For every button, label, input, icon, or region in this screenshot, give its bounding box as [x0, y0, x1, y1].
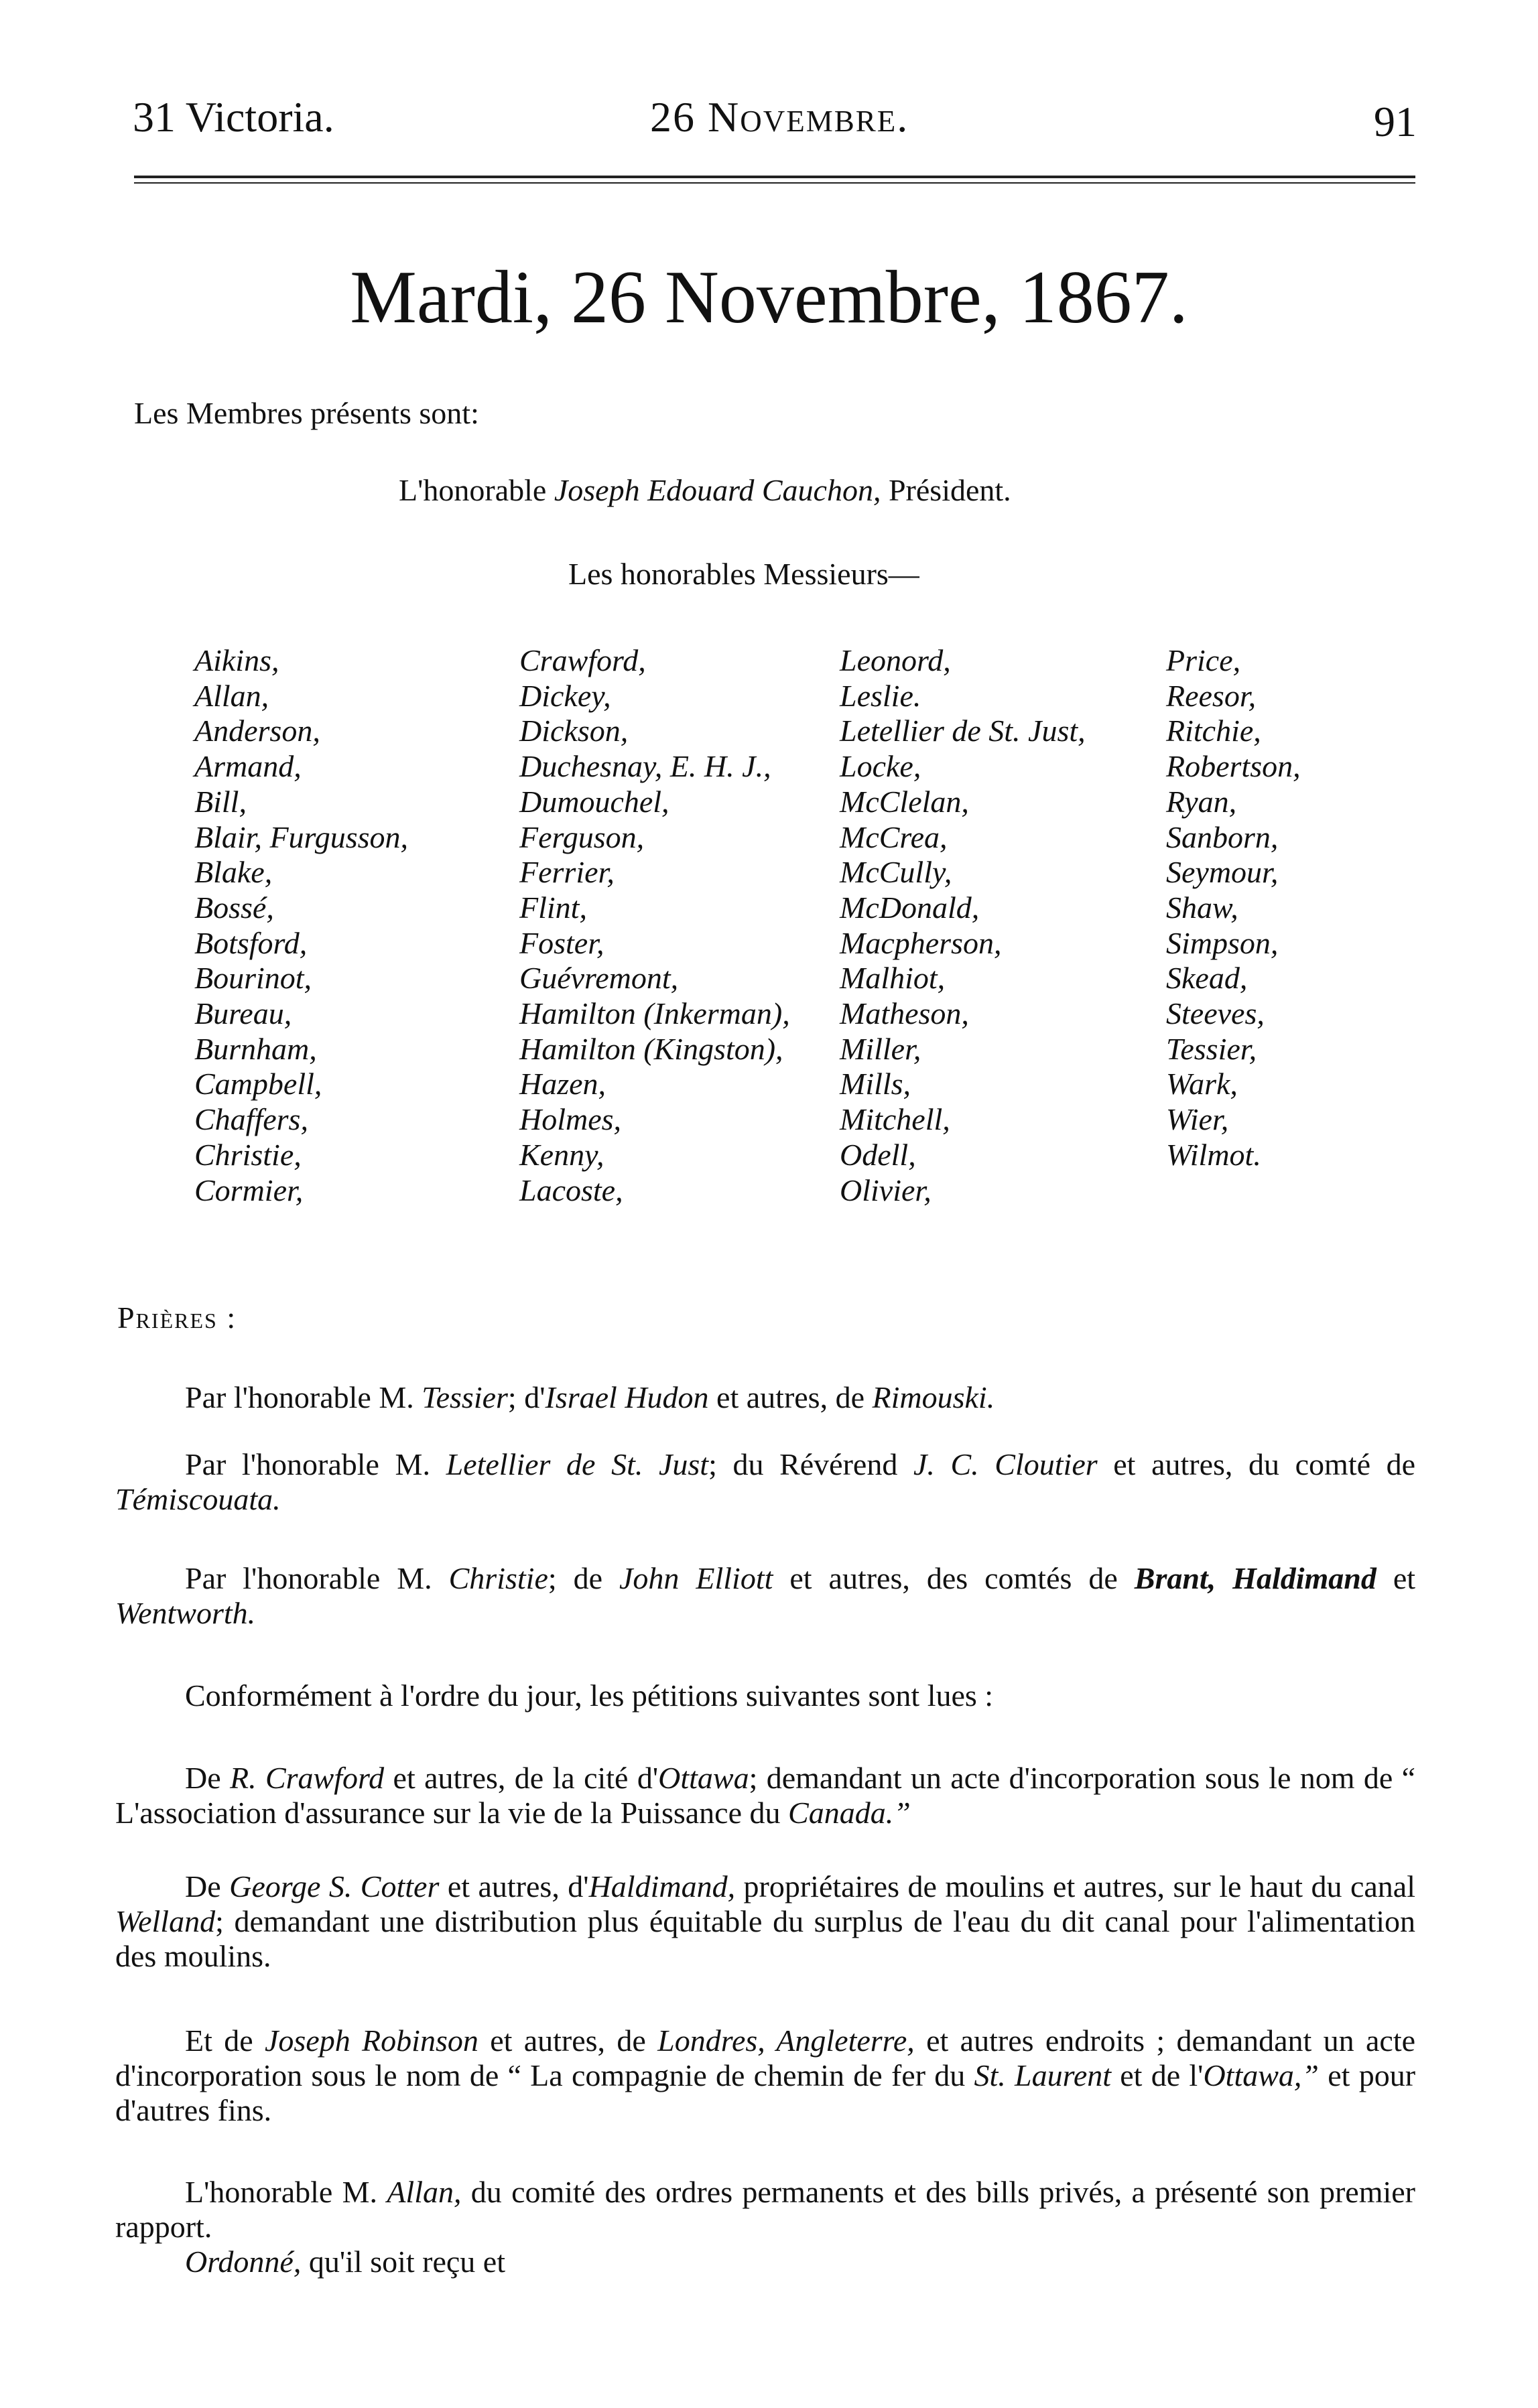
place-name: Canada.” — [788, 1796, 911, 1830]
members-column-1 — [194, 643, 408, 1208]
text-run: et de l' — [1120, 2058, 1204, 2092]
reading-notice: Conformément à l'ordre du jour, les pétitions suivantes sont lues : — [185, 1678, 994, 1713]
member-name: McClelan, — [840, 784, 969, 819]
member-name: Campbell, — [194, 1067, 322, 1101]
member-name: Bossé, — [194, 890, 274, 925]
member-name: Armand, — [194, 749, 302, 784]
petitioner-name: Israel Hudon — [545, 1380, 709, 1414]
place-name: Londres, Angleterre, — [657, 2023, 915, 2058]
member-name: Aikins, — [194, 643, 279, 677]
member-name: Odell, — [840, 1137, 916, 1172]
member-name: Macpherson, — [840, 925, 1002, 960]
member-name: Cormier, — [194, 1173, 304, 1207]
member-name: Ferguson, — [519, 819, 645, 854]
member-name: Malhiot, — [840, 961, 946, 996]
member-name: Duchesnay, E. H. J., — [519, 749, 771, 784]
speaker-name: Joseph Edouard Cauchon, — [554, 473, 881, 507]
member-name: Seymour, — [1166, 855, 1279, 890]
member-name: Bill, — [194, 784, 247, 819]
text-run: Et de — [185, 2023, 253, 2058]
text-run: ; demandant un acte d'incorporation sous le nom de “ L'association d'assurance sur la vie de la Puissance du — [115, 1761, 1416, 1830]
member-name: Robertson, — [1166, 749, 1301, 784]
text-run: et autres, d' — [447, 1869, 589, 1903]
text-run: ; demandant une distribution plus équitable du surplus de l'eau du dit canal pour l'alimentation des moulins. — [115, 1904, 1415, 1973]
text-run: et autres, des comtés de — [789, 1561, 1118, 1595]
text-run: et pour d'autres fins. — [115, 2058, 1416, 2127]
member-name: Simpson, — [1166, 925, 1279, 960]
text-run: Par l'honorable M. — [185, 1561, 432, 1595]
member-name: Leslie. — [840, 678, 921, 713]
member-name: Price, — [1166, 643, 1241, 677]
text-run: propriétaires de moulins et autres, sur le haut du canal — [743, 1869, 1416, 1903]
text-run: ; du Révérend — [708, 1447, 898, 1481]
member-name: Shaw, — [1166, 890, 1238, 925]
member-name: McCully, — [840, 855, 952, 890]
member-name-ref: Christie — [448, 1561, 548, 1595]
petition-read-1 — [115, 1761, 1415, 1830]
member-name-ref: Letellier de St. Just — [446, 1447, 709, 1481]
place-name: Wentworth. — [115, 1596, 256, 1630]
member-name: Ritchie, — [1166, 714, 1261, 748]
text-run: qu'il soit reçu et — [308, 2245, 506, 2279]
page-title: Mardi, 26 Novembre, 1867. — [350, 256, 1188, 339]
member-name: Crawford, — [519, 643, 646, 677]
text-run: L'honorable M. — [185, 2175, 378, 2209]
header-rule-bottom — [134, 182, 1415, 184]
petitioner-name: George S. Cotter — [229, 1869, 440, 1903]
petition-read-3 — [115, 2023, 1415, 2128]
header-rule-top — [134, 176, 1415, 178]
petitioner-name: Joseph Robinson — [264, 2023, 478, 2058]
member-name: Christie, — [194, 1137, 302, 1172]
honorables-heading: Les honorables Messieurs— — [568, 557, 919, 591]
order-line — [115, 2245, 1415, 2279]
member-name: Matheson, — [840, 996, 969, 1031]
member-name: Wark, — [1166, 1067, 1238, 1101]
text-run: ; de — [548, 1561, 603, 1595]
member-name: Mills, — [840, 1067, 911, 1101]
running-header-date: 26 Novembre. — [650, 93, 909, 141]
place-name: Welland — [115, 1904, 216, 1938]
place-name: Témiscouata. — [115, 1482, 281, 1516]
member-name: Blair, Furgusson, — [194, 819, 409, 854]
prieres-heading: Prières : — [117, 1300, 237, 1335]
member-name: Wilmot. — [1166, 1137, 1261, 1172]
member-name: Steeves, — [1166, 996, 1265, 1031]
committee-report — [115, 2175, 1415, 2245]
member-name: Botsford, — [194, 925, 308, 960]
member-name: Foster, — [519, 925, 604, 960]
member-name: Anderson, — [194, 714, 320, 748]
member-name: Dickson, — [519, 714, 629, 748]
place-name: Brant, Haldimand — [1134, 1561, 1376, 1595]
member-name: Locke, — [840, 749, 921, 784]
member-name: Hamilton (Kingston), — [519, 1031, 783, 1066]
member-name: McCrea, — [840, 819, 948, 854]
petition-paragraph-2 — [115, 1447, 1415, 1517]
member-name: Mitchell, — [840, 1102, 950, 1137]
member-name: Reesor, — [1166, 678, 1257, 713]
text-run: Par l'honorable M. — [185, 1447, 430, 1481]
member-name: Ryan, — [1166, 784, 1237, 819]
place-name: Ottawa,” — [1203, 2058, 1319, 2092]
member-name: Bureau, — [194, 996, 292, 1031]
speaker-role: Président. — [888, 473, 1011, 507]
running-header-session: 31 Victoria. — [133, 93, 334, 141]
member-name: Guévremont, — [519, 961, 679, 996]
member-name: Holmes, — [519, 1102, 622, 1137]
member-name: Skead, — [1166, 961, 1248, 996]
petitioner-name: J. C. Cloutier — [913, 1447, 1098, 1481]
speaker-line — [399, 472, 1011, 508]
petitioner-name: John Elliott — [619, 1561, 773, 1595]
petition-read-2 — [115, 1869, 1415, 1974]
member-name: Kenny, — [519, 1137, 604, 1172]
member-name: Wier, — [1166, 1102, 1229, 1137]
member-name: Burnham, — [194, 1031, 317, 1066]
text-run: ; d' — [507, 1380, 546, 1414]
members-column-3 — [840, 643, 1086, 1208]
members-intro: Les Membres présents sont: — [134, 396, 479, 430]
members-column-2 — [519, 643, 790, 1208]
text-run: et autres, de la cité d' — [393, 1761, 659, 1795]
member-name: Letellier de St. Just, — [840, 714, 1086, 748]
member-name: Leonord, — [840, 643, 951, 677]
member-name: Flint, — [519, 890, 587, 925]
page-number: 91 — [1374, 98, 1417, 145]
member-name: Lacoste, — [519, 1173, 623, 1207]
member-name-ref: Allan, — [387, 2175, 462, 2209]
member-name: Dickey, — [519, 678, 611, 713]
speaker-prefix: L'honorable — [399, 473, 547, 507]
place-name: St. Laurent — [974, 2058, 1112, 2092]
member-name: Chaffers, — [194, 1102, 308, 1137]
text-run: De — [185, 1869, 221, 1903]
text-run: De — [185, 1761, 221, 1795]
text-run: Par l'honorable M. — [185, 1380, 414, 1414]
text-run: et autres, de — [490, 2023, 646, 2058]
member-name: Olivier, — [840, 1173, 932, 1207]
petition-paragraph-1 — [115, 1380, 1415, 1415]
member-name: Ferrier, — [519, 855, 615, 890]
text-run: et autres, de — [716, 1380, 864, 1414]
member-name: Allan, — [194, 678, 269, 713]
member-name: Hazen, — [519, 1067, 606, 1101]
member-name: Sanborn, — [1166, 819, 1279, 854]
member-name: Miller, — [840, 1031, 921, 1066]
member-name: Blake, — [194, 855, 273, 890]
text-run: et autres, du comté de — [1113, 1447, 1416, 1481]
place-name: Ottawa — [658, 1761, 749, 1795]
petitioner-name: R. Crawford — [230, 1761, 385, 1795]
text-run: et — [1393, 1561, 1416, 1595]
members-column-4 — [1166, 643, 1301, 1173]
place-name: Rimouski. — [872, 1380, 995, 1414]
member-name-ref: Tessier — [422, 1380, 508, 1414]
text-run: et autres endroits ; demandant un acte d'incorporation sous le nom de “ La compagnie de chemin de fer du — [115, 2023, 1416, 2092]
member-name: Hamilton (Inkerman), — [519, 996, 790, 1031]
member-name: McDonald, — [840, 890, 980, 925]
member-name: Tessier, — [1166, 1031, 1257, 1066]
place-name: Haldimand, — [588, 1869, 736, 1903]
text-run: du comité des ordres permanents et des bills privés, a présenté son premier rapport. — [115, 2175, 1415, 2244]
member-name: Dumouchel, — [519, 784, 669, 819]
order-keyword: Ordonné, — [185, 2245, 302, 2279]
petition-paragraph-3 — [115, 1561, 1415, 1631]
member-name: Bourinot, — [194, 961, 312, 996]
